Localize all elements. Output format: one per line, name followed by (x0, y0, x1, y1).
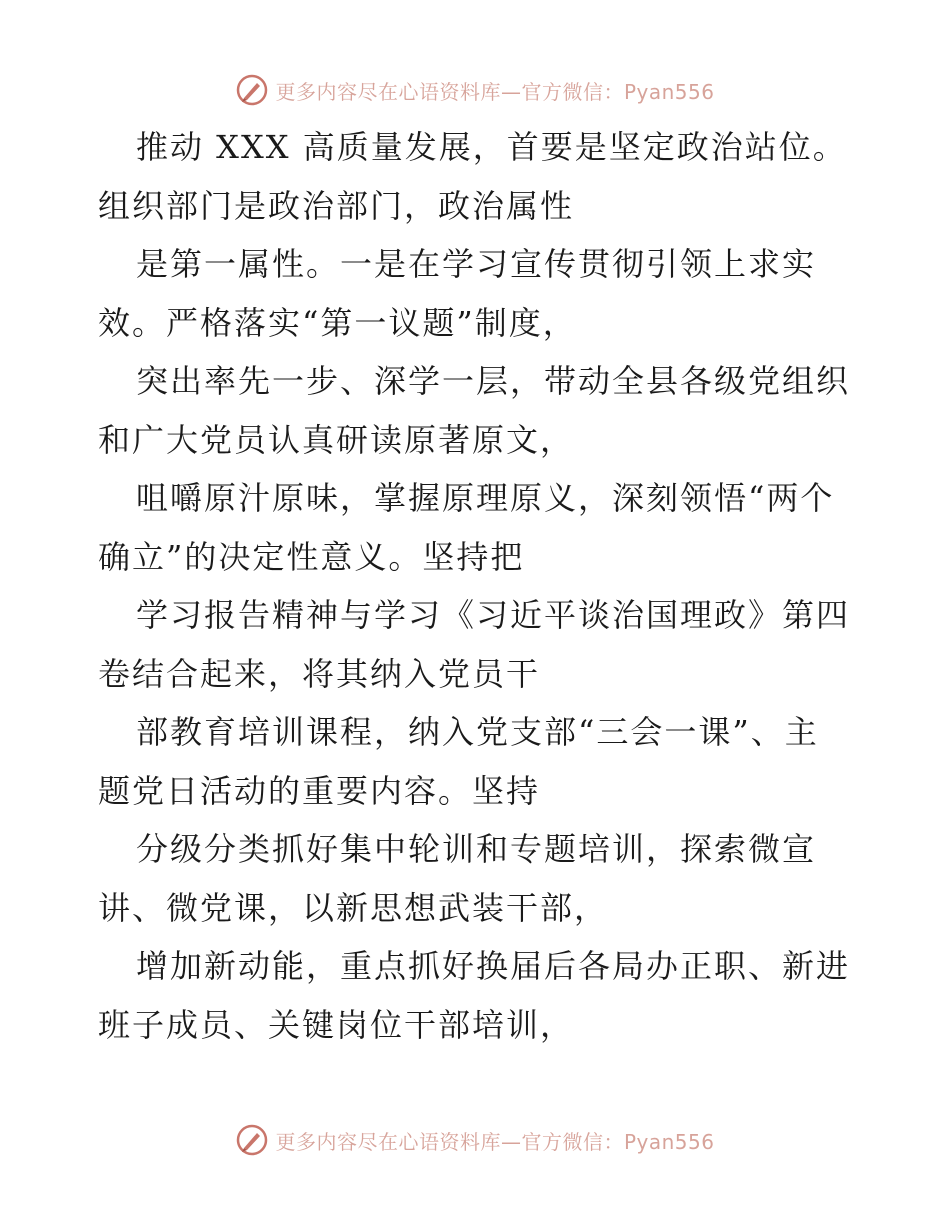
pen-circle-logo-icon (235, 1123, 269, 1157)
paragraph-line: 分级分类抓好集中轮训和专题培训，探索微宣 (136, 830, 817, 868)
paragraph-line: 组织部门是政治部门，政治属性 (98, 186, 575, 225)
paragraph (98, 469, 858, 586)
paragraph (98, 937, 858, 1054)
paragraph-line: 效。严格落实“第一议题”制度， (98, 303, 577, 342)
paragraph-line: 学习报告精神与学习《习近平谈治国理政》第四 (136, 596, 851, 634)
paragraph-line: 题党日活动的重要内容。坚持 (98, 771, 541, 810)
paragraph (98, 352, 858, 469)
pen-circle-logo-icon (235, 73, 269, 107)
paragraph-line: 是第一属性。一是在学习宣传贯彻引领上求实 (136, 245, 817, 283)
paragraph-line: 咀嚼原汁原味，掌握原理原义，深刻领悟“两个 (136, 479, 835, 517)
paragraph-line: 班子成员、关键岗位干部培训， (98, 1005, 575, 1044)
paragraph (98, 586, 858, 703)
paragraph-line: 突出率先一步、深学一层，带动全县各级党组织 (136, 362, 851, 400)
paragraph (98, 118, 858, 235)
header-watermark-text: 更多内容尽在心语资料库—官方微信：Pyan556 (275, 79, 715, 104)
paragraph-line: 推动 XXX 高质量发展，首要是坚定政治站位。 (136, 128, 847, 166)
paragraph-line: 和广大党员认真研读原著原文， (98, 420, 575, 459)
document-body (98, 118, 858, 1054)
paragraph (98, 235, 858, 352)
header-watermark (0, 70, 950, 110)
paragraph-line: 卷结合起来，将其纳入党员干 (98, 654, 541, 693)
paragraph-line: 部教育培训课程，纳入党支部“三会一课”、主 (136, 713, 819, 751)
paragraph-line: 增加新动能，重点抓好换届后各局办正职、新进 (136, 947, 851, 985)
paragraph (98, 703, 858, 820)
paragraph-line: 讲、微党课，以新思想武装干部， (98, 888, 609, 927)
paragraph (98, 820, 858, 937)
footer-watermark-text: 更多内容尽在心语资料库—官方微信：Pyan556 (275, 1129, 715, 1154)
paragraph-line: 确立”的决定性意义。坚持把 (98, 537, 525, 576)
footer-watermark (0, 1120, 950, 1160)
